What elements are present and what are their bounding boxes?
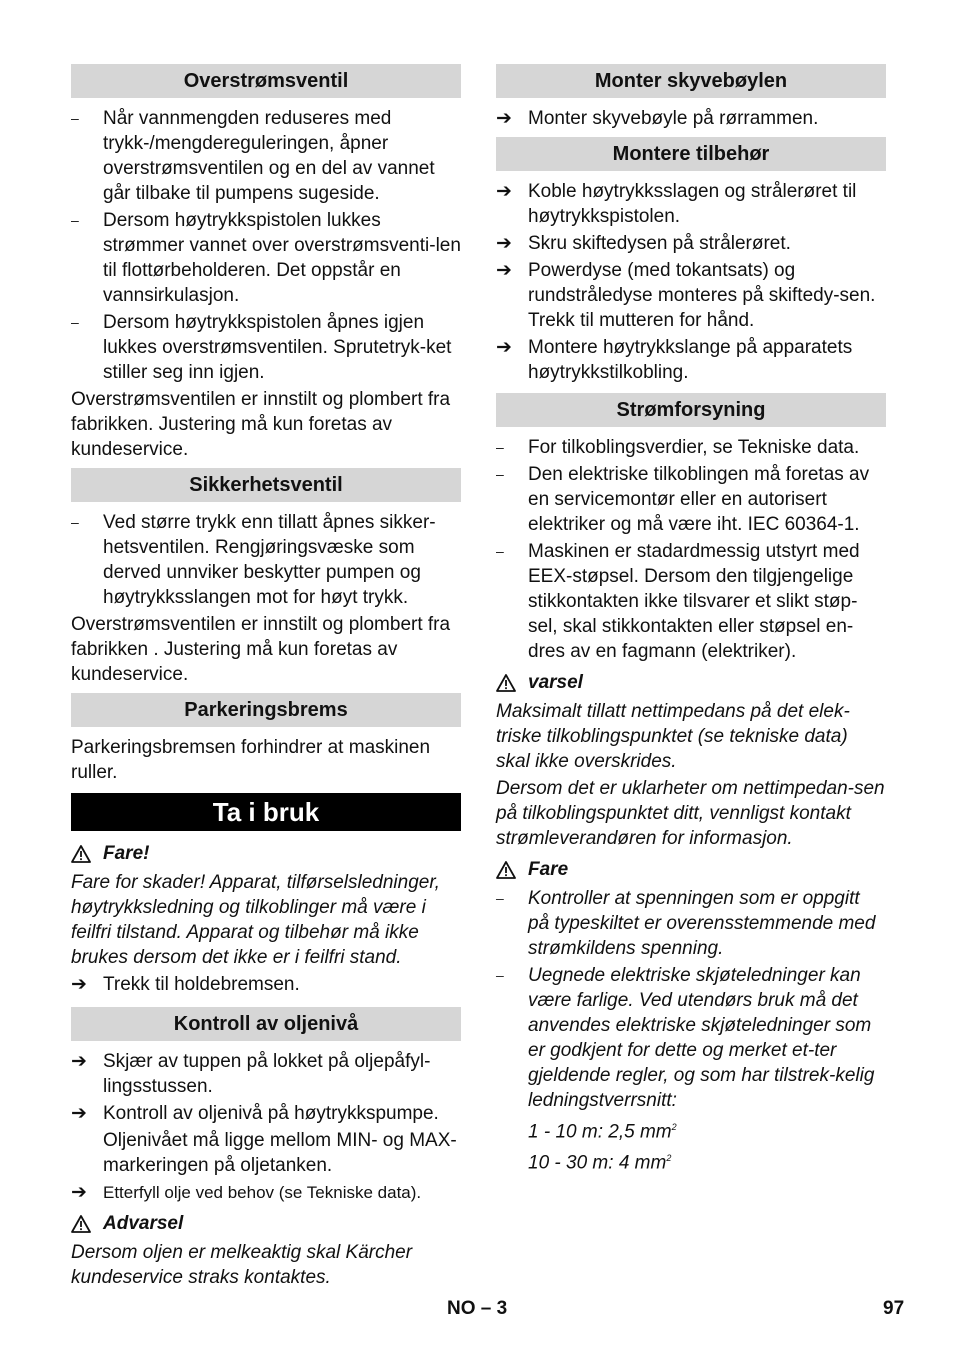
arrow-icon: ➔ xyxy=(496,337,512,358)
warning-triangle-icon xyxy=(496,674,516,692)
section-heading-power-supply: Strømforsyning xyxy=(496,393,886,427)
arrow-icon: ➔ xyxy=(496,181,512,202)
list-item: – Maskinen er stadardmessig utstyrt med EEX-støpsel. Dersom den tilgjengelige stikkontakten ikke tilsvarer et slikt støp-sel, skal stikkontakten eller støpsel en-dres av en fagmann (elektriker). xyxy=(496,541,860,662)
dash-marker: – xyxy=(496,967,504,983)
danger-text: Fare for skader! Apparat, tilførselsledninger, høytrykksledning og tilkoblinger må være i feilfri tilstand. Apparat og tilbehør må ikke brukes dersom det ikke er i feilfri stand. xyxy=(71,872,440,968)
step-item: ➔ Trekk til holdebremsen. xyxy=(71,974,300,995)
list-item: – Dersom høytrykkspistolen åpnes igjen lukkes overstrømsventilen. Sprutetryk-ket stiller seg inn igjen. xyxy=(71,312,452,383)
dash-marker: – xyxy=(71,514,79,530)
danger-heading: Fare! xyxy=(71,841,461,866)
spec-line: 1 - 10 m: 2,5 $mm^2$ xyxy=(528,1121,677,1143)
dash-marker: – xyxy=(71,110,79,126)
step-item: ➔ Skjær av tuppen på lokket på oljepåfyl-lingsstussen. xyxy=(71,1051,431,1097)
warning-text: Dersom oljen er melkeaktig skal Kärcher kundeservice straks kontaktes. xyxy=(71,1242,413,1288)
paragraph: Parkeringsbremsen forhindrer at maskinen ruller. xyxy=(71,737,431,783)
step-item: ➔ Kontroll av oljenivå på høytrykkspumpe. xyxy=(71,1103,439,1124)
list-item: – Uegnede elektriske skjøteledninger kan være farlige. Ved utendørs bruk må det anvendes elektriske skjøteledninger som er godkjent for dette og merket et-ter gjeldende regler, og som har tilstrek-kelig ledningstverrsnitt: xyxy=(496,965,875,1111)
warning-triangle-icon xyxy=(71,1215,91,1233)
arrow-icon: ➔ xyxy=(71,1103,87,1124)
dash-marker: – xyxy=(496,466,504,482)
list-item: – Dersom høytrykkspistolen lukkes strømmer vannet over overstrømsventi-len til flottørbeholderen. Det oppstår en vannsirkulasjon. xyxy=(71,210,461,306)
step-item: ➔ Monter skyvebøyle på rørrammen. xyxy=(496,108,819,129)
step-item: ➔ Koble høytrykksslagen og strålerøret til høytrykkspistolen. xyxy=(496,181,857,227)
danger-heading: Fare xyxy=(496,857,886,882)
dash-marker: – xyxy=(496,439,504,455)
dash-marker: – xyxy=(71,212,79,228)
list-item: – Kontroller at spenningen som er oppgitt på typeskiltet er overensstemmende med strømkildens spenning. xyxy=(496,888,876,959)
list-item: – Når vannmengden reduseres med trykk-/mengdereguleringen, åpner overstrømsventilen og en del av vannet går tilbake til pumpens sugeside. xyxy=(71,108,435,204)
arrow-icon: ➔ xyxy=(496,108,512,129)
dash-marker: – xyxy=(496,543,504,559)
warning-heading: Advarsel xyxy=(71,1211,461,1236)
arrow-icon: ➔ xyxy=(71,1182,87,1203)
paragraph: Overstrømsventilen er innstilt og plombert fra fabrikken. Justering må kun foretas av kundeservice. xyxy=(71,389,451,460)
section-heading-parking-brake: Parkeringsbrems xyxy=(71,693,461,727)
arrow-icon: ➔ xyxy=(71,1051,87,1072)
step-note: Oljenivået må ligge mellom MIN- og MAX-markeringen på oljetanken. xyxy=(103,1130,457,1176)
paragraph: Overstrømsventilen er innstilt og plombert fra fabrikken . Justering må kun foretas av kundeservice. xyxy=(71,614,451,685)
dash-marker: – xyxy=(496,890,504,906)
warning-triangle-icon xyxy=(496,861,516,879)
step-item: ➔ Skru skiftedysen på strålerøret. xyxy=(496,233,791,254)
step-item: ➔ Etterfyll olje ved behov (se Tekniske data). xyxy=(71,1182,422,1203)
warning-triangle-icon xyxy=(71,845,91,863)
spec-line: 10 - 30 m: 4 $mm^2$ xyxy=(528,1152,672,1174)
chapter-title: Ta i bruk xyxy=(71,793,461,831)
step-item: ➔ Powerdyse (med tokantsats) og rundstråledyse monteres på skiftedy-sen. Trekk til mutteren for hånd. xyxy=(496,260,876,331)
arrow-icon: ➔ xyxy=(71,974,87,995)
section-heading-push-handle: Monter skyvebøylen xyxy=(496,64,886,98)
step-item: ➔ Montere høytrykkslange på apparatets høytrykkstilkobling. xyxy=(496,337,853,383)
list-item: – Ved større trykk enn tillatt åpnes sikker-hetsventilen. Rengjøringsvæske som derved unnviker beskytter pumpen og høytrykksslangen mot for høyt trykk. xyxy=(71,512,436,608)
section-heading-oil-level: Kontroll av oljenivå xyxy=(71,1007,461,1041)
arrow-icon: ➔ xyxy=(496,233,512,254)
left-column xyxy=(71,64,461,1292)
list-item: – Den elektriske tilkoblingen må foretas av en servicemontør eller en autorisert elektriker og må være iht. IEC 60364-1. xyxy=(496,464,870,535)
caution-text: Maksimalt tillatt nettimpedans på det elek-triske tilkoblingspunktet (se tekniske data) skal ikke overskrides. xyxy=(496,701,850,772)
footer-language-page: NO – 3 xyxy=(447,1298,508,1319)
list-item: – For tilkoblingsverdier, se Tekniske data. xyxy=(496,437,860,458)
caution-text: Dersom det er uklarheter om nettimpedan-sen på tilkoblingspunktet ditt, vennligst kontakt strømleverandøren for informasjon. xyxy=(496,778,885,849)
arrow-icon: ➔ xyxy=(496,260,512,281)
footer-page-number: 97 xyxy=(883,1298,905,1319)
right-column xyxy=(496,64,886,1178)
caution-heading: varsel xyxy=(496,670,886,695)
dash-marker: – xyxy=(71,314,79,330)
section-heading-safety-valve: Sikkerhetsventil xyxy=(71,468,461,502)
section-heading-overflow-valve: Overstrømsventil xyxy=(71,64,461,98)
section-heading-accessories: Montere tilbehør xyxy=(496,137,886,171)
